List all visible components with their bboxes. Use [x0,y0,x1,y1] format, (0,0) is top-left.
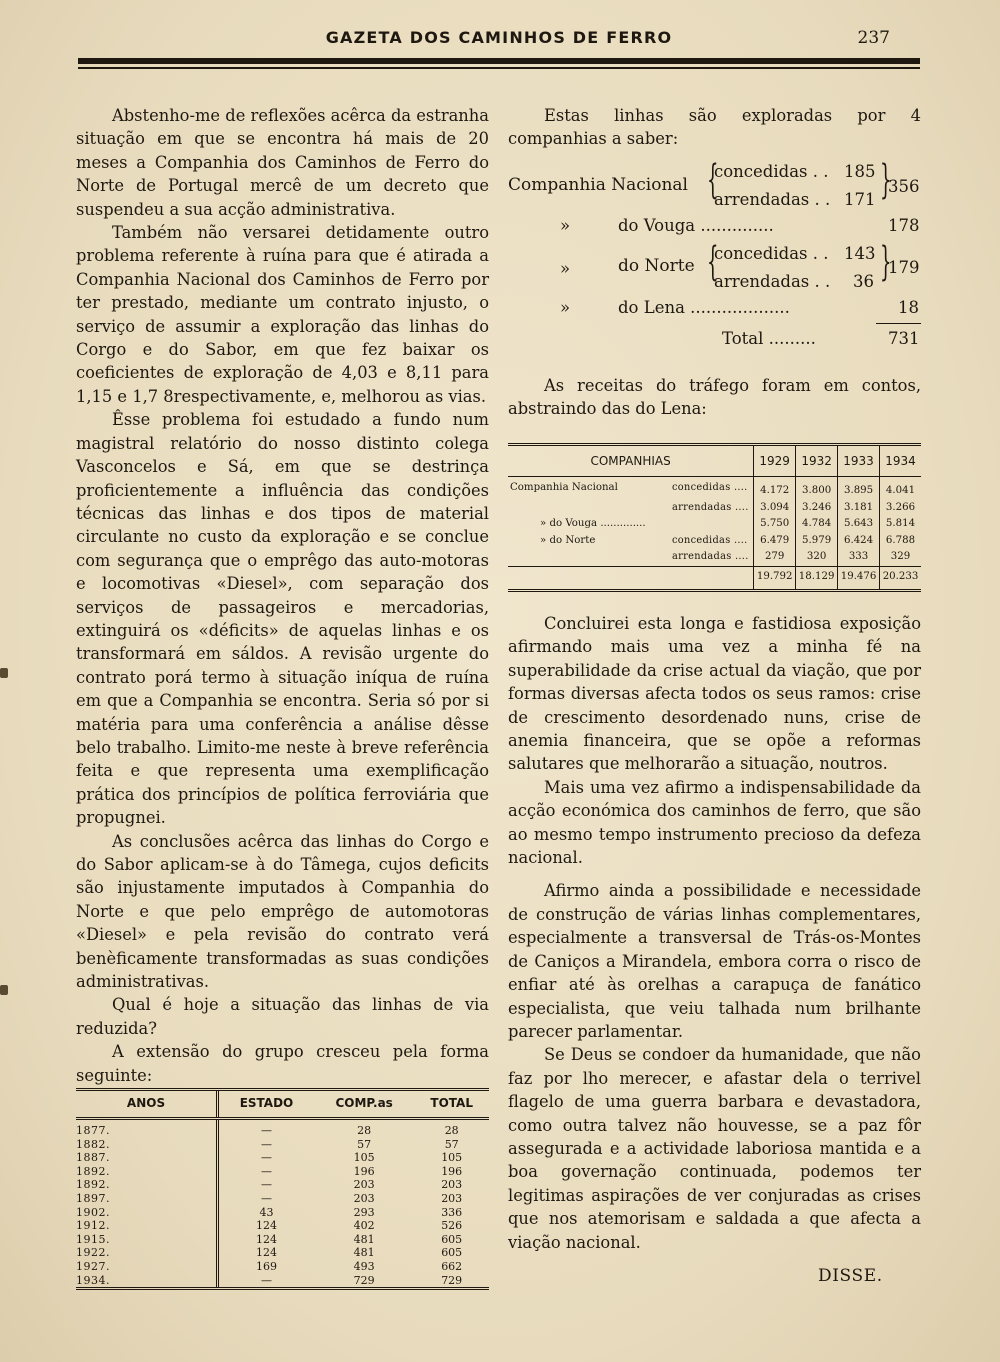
table-row [76,1165,489,1179]
value: 171 [844,190,876,209]
right-column [508,104,921,151]
table-row [76,1246,489,1260]
paragraph: Concluirei esta longa e fastidiosa exposição afirmando mais uma vez a minha fé na superabilidade da crise actual da viação, que por formas diversas afecta todos os seus ramos: crise de crescimento desordenado nuns, crise de anemia financeira, que se opõe a reformas salutares que melhorarão a situação, noutros. [508,614,921,774]
column-header-year: 1932 [796,445,838,477]
year-cell: 1902. [76,1205,110,1219]
sub-label-cell: concedidas .... [672,534,748,546]
total-cell: 605 [441,1246,463,1260]
total-cell: 605 [441,1232,463,1246]
column-header-estado: ESTADO [218,1090,314,1119]
estado-cell: — [218,1119,314,1138]
brace-left: { [706,239,719,285]
estado-cell: 124 [218,1219,314,1233]
value: 178 [888,216,920,235]
total-label: Total ......... [722,329,816,348]
value-cell: 3.094 [754,500,796,517]
total-value-cell: 20.233 [880,566,921,590]
companhias-cell: 493 [353,1259,375,1273]
value-cell: 4.172 [754,477,796,500]
table-row [76,1233,489,1247]
sub-label-cell: concedidas .... [672,482,748,493]
value-cell: 5.750 [754,516,796,533]
value: 36 [853,272,874,291]
companhias-cell: 729 [314,1274,414,1289]
table-row [508,477,921,500]
paragraph: Também não versarei detidamente outro problema referente à ruína para que é atirada a Companhia Nacional dos Caminhos de Ferro por ter prestado, mediante um contrato injusto, o serviço de assumir a exploração das linhas do Corgo e do Sabor, em que fez baixar os coeficientes de exploração de 4,03 e 8,11 para 1,15 e 1,7 8respectivamente, e, melhorou as vias. [76,223,489,406]
total-value-cell: 19.792 [754,566,796,590]
paragraph: Abstenho-me de reflexões acêrca da estranha situação em que se encontra há mais de 20 meses a Companhia dos Caminhos de Ferro do Norte de Portugal mercê de um decreto que suspendeu a sua acção administrativa. [76,106,489,219]
year-cell: 1877. [76,1124,110,1137]
company-lena-label: do Lena ................... [618,298,790,317]
paragraph: Êsse problema foi estudado a fundo num magistral relatório do nosso distinto colega Vasconcelos e Sá, em que se destrinça proficientemente a influência das condições técnicas das linhas e dos tipos de material circulante no custo da exploração e se conclue com segurança que o emprêgo das auto-motoras e locomotivas «Diesel», com separação dos serviços de passageiros e mercadorias, extinguirá os «déficits» de aquelas linhas e os transformará em sáldos. A revisão urgente do contrato porá termo à situação iníqua de ruína em que a Companhia se encontra. Seria só por si matéria para uma conferência a análise dêsse belo trabalho. Limito-me neste à breve referência feita e que representa uma exemplificação prática dos princípios de política ferroviária que propugnei. [76,410,489,828]
table-row [76,1192,489,1206]
value-cell: 6.788 [880,533,921,550]
table-row [76,1274,489,1289]
binding-mark [0,985,8,995]
table-row [76,1178,489,1192]
year-cell: 1934. [76,1274,218,1289]
companhias-cell: 105 [353,1151,375,1165]
companhias-cell: 203 [353,1178,375,1192]
total-value: 731 [888,329,920,348]
ditto-mark: » [560,298,571,317]
table-row [76,1138,489,1152]
year-cell: 1915. [76,1232,110,1246]
estado-cell: — [218,1138,314,1152]
extent-table [76,1088,489,1290]
estado-cell: 169 [218,1260,314,1274]
revenue-table [508,443,921,592]
paragraph: Se Deus se condoer da humanidade, que não faz por lho merecer, e afastar dela o terrivel flagelo de uma guerra barbara e devastadora, como outra talvez não houvesse, se a paz fôr assegurada e a actividade laboriosa mantida e a boa governação continuada, podemos ter legitimas aspirações de ver conjuradas as crises que nos atemorisam e saldada a que afecta a viação nacional. [508,1045,921,1252]
column-header-year: 1933 [838,445,880,477]
table-row [508,533,921,550]
table-row [76,1260,489,1274]
revenue-intro-block [508,374,921,421]
estado-cell: — [218,1192,314,1206]
value-cell: 5.814 [880,516,921,533]
paragraph: As conclusões acêrca das linhas do Corgo e do Sabor aplicam-se à do Tâmega, cujos deficits são injustamente imputados à Companhia do Norte e que pelo emprêgo de automotoras «Diesel» e pela revisão do contrato verá benèficamente transformadas as suas condições administrativas. [76,831,489,992]
header-rule [78,58,920,64]
company-name-cell: Companhia Nacional [510,482,618,493]
value: 179 [888,258,920,277]
year-cell: 1912. [76,1219,110,1233]
total-cell: 336 [441,1205,463,1219]
value-cell: 4.784 [796,516,838,533]
ditto-mark: » [560,216,571,235]
brace-right: } [879,239,892,285]
year-cell: 1892. [76,1164,110,1178]
company-norte-label: do Norte [618,256,695,276]
estado-cell: — [218,1165,314,1179]
total-value-cell: 19.476 [838,566,880,590]
total-cell: 28 [444,1124,459,1137]
value-cell: 6.479 [754,533,796,550]
total-value-cell: 18.129 [796,566,838,590]
table-row [508,516,921,533]
totals-blank-cell [508,566,754,590]
companhias-cell: 402 [353,1219,375,1233]
company-nacional-label: Companhia Nacional [508,175,688,195]
total-cell: 729 [414,1274,489,1289]
left-column [76,104,489,1087]
estado-cell: 43 [218,1206,314,1220]
value-cell: 329 [880,549,921,566]
value: 18 [898,298,919,317]
value-cell: 6.424 [838,533,880,550]
value: 143 [844,244,876,263]
estado-cell: — [218,1178,314,1192]
year-cell: 1887. [76,1151,110,1165]
table-row [76,1119,489,1138]
year-cell: 1882. [76,1137,110,1151]
arrendadas-label: arrendadas . . [714,272,831,291]
value-cell: 3.895 [838,477,880,500]
value-cell: 5.979 [796,533,838,550]
year-cell: 1897. [76,1191,110,1205]
totals-row [508,566,921,590]
value-cell: 320 [796,549,838,566]
column-header-companhias: COMPANHIAS [508,445,754,477]
closing-block [508,612,921,1254]
year-cell: 1927. [76,1259,110,1273]
value-cell: 3.266 [880,500,921,517]
year-cell: 1922. [76,1246,110,1260]
value-cell: 279 [754,549,796,566]
header-rule-thin [78,67,920,69]
paragraph: Estas linhas são exploradas por 4 companhias a saber: [508,106,921,149]
table-row [76,1151,489,1165]
table-row [76,1219,489,1233]
sub-label-cell: arrendadas .... [672,551,749,562]
company-vouga-label: do Vouga .............. [618,216,774,235]
value-cell: 3.800 [796,477,838,500]
brace-right: } [879,157,892,203]
companhias-cell: 57 [357,1137,372,1151]
column-header-year: 1929 [754,445,796,477]
company-name-cell [508,500,670,517]
total-cell: 526 [441,1219,463,1233]
estado-cell: — [218,1274,314,1289]
company-name-cell [508,549,670,566]
year-cell: 1892. [76,1178,110,1192]
table-row [76,1206,489,1220]
table-row [508,500,921,517]
total-rule [876,323,921,324]
column-header-total: TOTAL [414,1090,489,1119]
value-cell: 5.643 [838,516,880,533]
arrendadas-label: arrendadas . . [714,190,831,209]
value-cell: 3.181 [838,500,880,517]
value: 185 [844,162,876,181]
concedidas-label: concedidas . . [714,162,829,181]
value-cell: 333 [838,549,880,566]
companhias-cell: 196 [353,1164,375,1178]
paragraph: Afirmo ainda a possibilidade e necessidade de construção de várias linhas complementares, especialmente a transversal de Trás-os-Montes de Caniços a Mirandela, embora corra o risco de enfiar até às orelhas a carapuça de fanático especialista, que veiu talhada num brilhante parecer parlamentar. [508,881,921,1041]
companhias-cell: 28 [357,1124,372,1137]
journal-title: GAZETA DOS CAMINHOS DE FERRO [325,28,673,47]
table-row [508,549,921,566]
value-cell: 4.041 [880,477,921,500]
total-cell: 203 [441,1178,463,1192]
column-header-anos: ANOS [76,1090,218,1119]
binding-mark [0,668,8,678]
paragraph: Mais uma vez afirmo a indispensabilidade da acção económica dos caminhos de ferro, que são ao mesmo tempo instrumento precioso da defeza nacional. [508,777,921,868]
companhias-cell: 203 [353,1191,375,1205]
column-header-year: 1934 [880,445,921,477]
column-header-comp: COMP.as [314,1090,414,1119]
companhias-cell: 481 [353,1246,375,1260]
paragraph: Qual é hoje a situação das linhas de via reduzida? [76,995,489,1038]
signature: DISSE. [818,1266,883,1286]
company-name-cell: » do Norte [540,534,596,546]
paragraph: As receitas do tráfego foram em contos, abstraindo das do Lena: [508,376,921,419]
running-header [78,28,920,52]
total-cell: 105 [441,1151,463,1165]
estado-cell: 124 [218,1233,314,1247]
sub-label-cell: arrendadas .... [672,501,749,513]
brace-left: { [706,157,719,203]
total-cell: 196 [441,1164,463,1178]
total-cell: 662 [441,1259,463,1273]
estado-cell: 124 [218,1246,314,1260]
companhias-cell: 293 [353,1205,375,1219]
value: 356 [888,177,920,196]
estado-cell: — [218,1151,314,1165]
page-number: 237 [857,28,890,48]
company-name-cell: » do Vouga .............. [540,518,646,529]
value-cell: 3.246 [796,500,838,517]
concedidas-label: concedidas . . [714,244,829,263]
total-cell: 57 [444,1137,459,1151]
companhias-cell: 481 [353,1232,375,1246]
ditto-mark: » [560,259,571,278]
paragraph: A extensão do grupo cresceu pela forma seguinte: [76,1042,489,1085]
total-cell: 203 [441,1191,463,1205]
